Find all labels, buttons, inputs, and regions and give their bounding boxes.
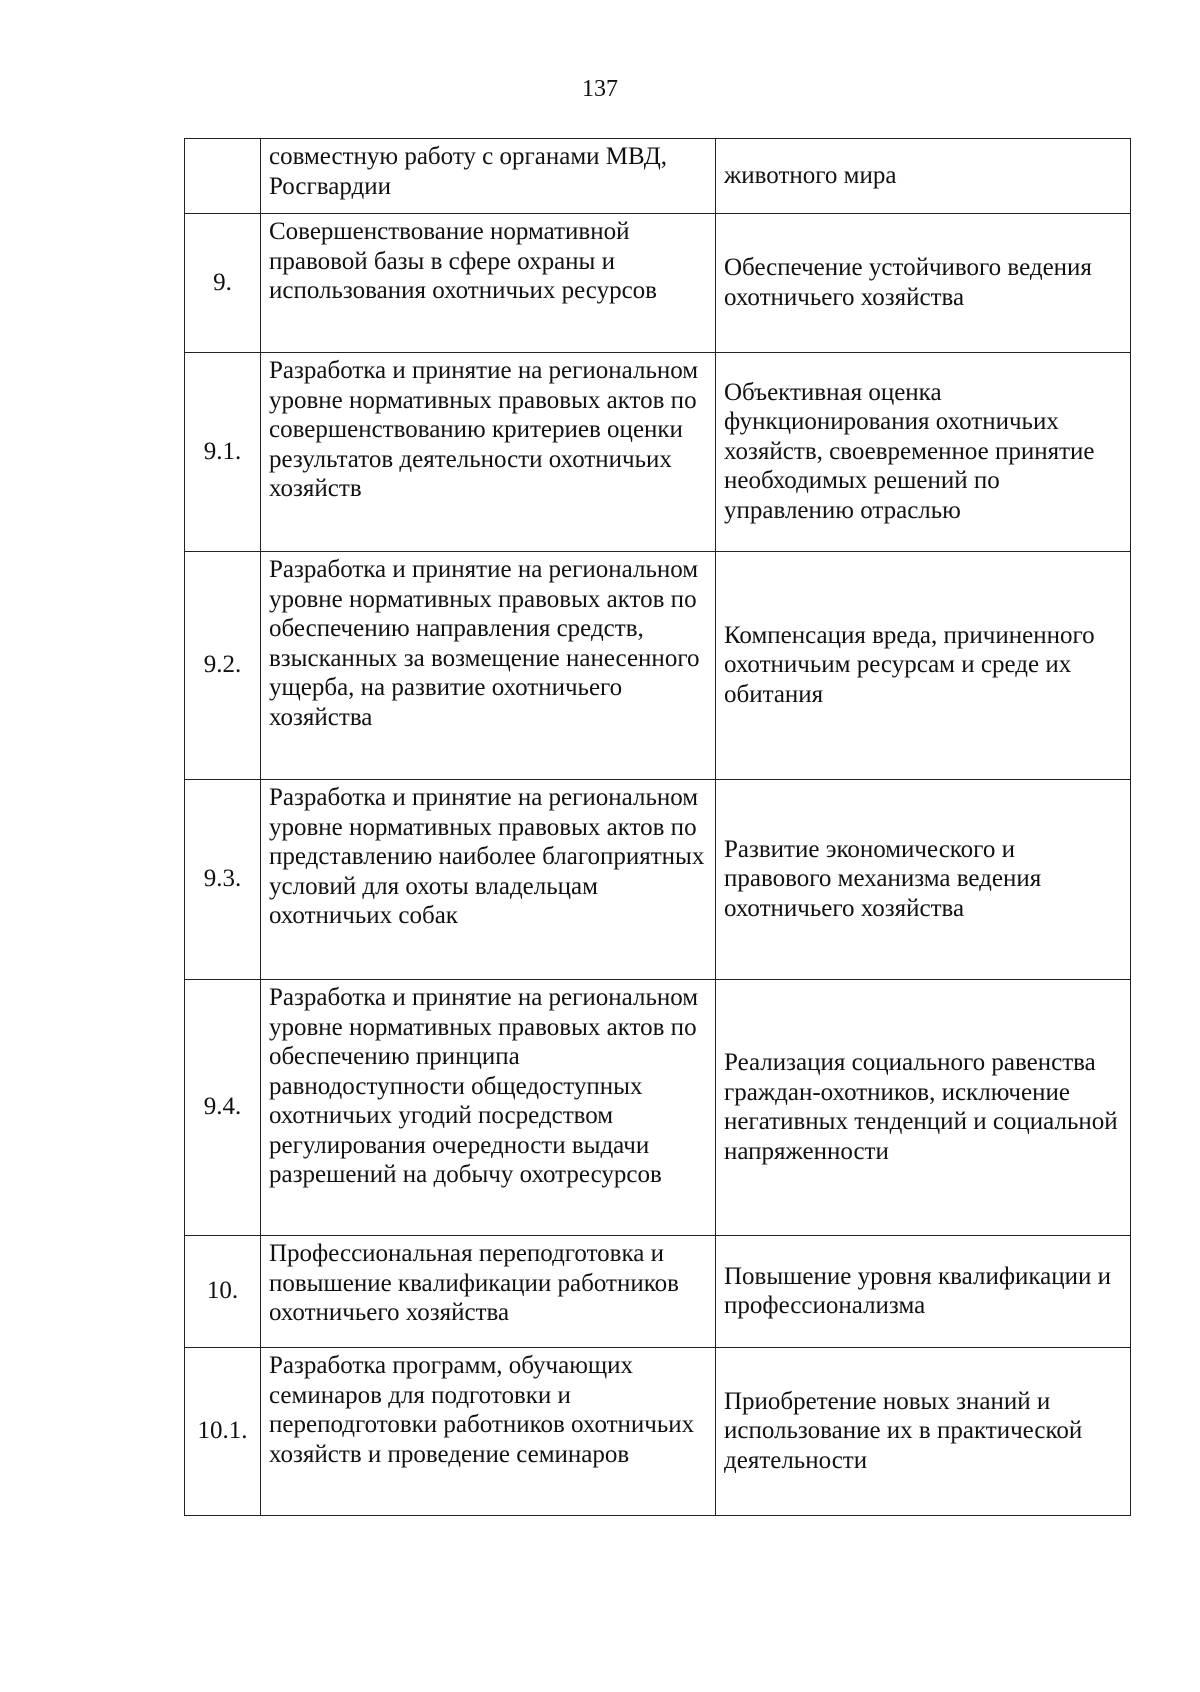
measure-cell: Разработка и принятие на региональном уровне нормативных правовых актов по обеспечению направления средств, взысканных за возмещение нанесенного ущерба, на развитие охотничьего хозяйства xyxy=(261,552,716,780)
measure-cell: Разработка и принятие на региональном уровне нормативных правовых актов по представлению наиболее благоприятных условий для охоты владельцам охотничьих собак xyxy=(261,780,716,980)
measure-cell: Разработка и принятие на региональном уровне нормативных правовых актов по обеспечению принципа равнодоступности общедоступных охотничьих угодий посредством регулирования очередности выдачи разрешений на добычу охотресурсов xyxy=(261,980,716,1236)
result-cell: Объективная оценка функционирования охотничьих хозяйств, своевременное принятие необходимых решений по управлению отраслью xyxy=(716,353,1131,552)
table-row xyxy=(185,780,1131,980)
table-row xyxy=(185,980,1131,1236)
row-number: 10. xyxy=(185,1236,261,1348)
measures-table xyxy=(184,138,1131,1516)
result-cell: животного мира xyxy=(716,139,1131,214)
row-number: 9.4. xyxy=(185,980,261,1236)
result-cell: Реализация социального равенства граждан-охотников, исключение негативных тенденций и социальной напряженности xyxy=(716,980,1131,1236)
result-cell: Развитие экономического и правового механизма ведения охотничьего хозяйства xyxy=(716,780,1131,980)
row-number: 10.1. xyxy=(185,1348,261,1516)
measure-cell: Разработка программ, обучающих семинаров для подготовки и переподготовки работников охотничьих хозяйств и проведение семинаров xyxy=(261,1348,716,1516)
table-row xyxy=(185,353,1131,552)
row-number: 9. xyxy=(185,214,261,353)
row-number: 9.1. xyxy=(185,353,261,552)
result-cell: Повышение уровня квалификации и профессионализма xyxy=(716,1236,1131,1348)
measure-cell: Профессиональная переподготовка и повышение квалификации работников охотничьего хозяйства xyxy=(261,1236,716,1348)
result-cell: Обеспечение устойчивого ведения охотничьего хозяйства xyxy=(716,214,1131,353)
table-row xyxy=(185,1348,1131,1516)
table-row xyxy=(185,552,1131,780)
page-number: 137 xyxy=(582,76,618,102)
row-number xyxy=(185,139,261,214)
row-number: 9.2. xyxy=(185,552,261,780)
measure-cell: совместную работу с органами МВД, Росгвардии xyxy=(261,139,716,214)
table-row xyxy=(185,214,1131,353)
measure-cell: Совершенствование нормативной правовой базы в сфере охраны и использования охотничьих ресурсов xyxy=(261,214,716,353)
result-cell: Компенсация вреда, причиненного охотничьим ресурсам и среде их обитания xyxy=(716,552,1131,780)
row-number: 9.3. xyxy=(185,780,261,980)
result-cell: Приобретение новых знаний и использование их в практической деятельности xyxy=(716,1348,1131,1516)
table-row xyxy=(185,1236,1131,1348)
table-row xyxy=(185,139,1131,214)
measure-cell: Разработка и принятие на региональном уровне нормативных правовых актов по совершенствованию критериев оценки результатов деятельности охотничьих хозяйств xyxy=(261,353,716,552)
